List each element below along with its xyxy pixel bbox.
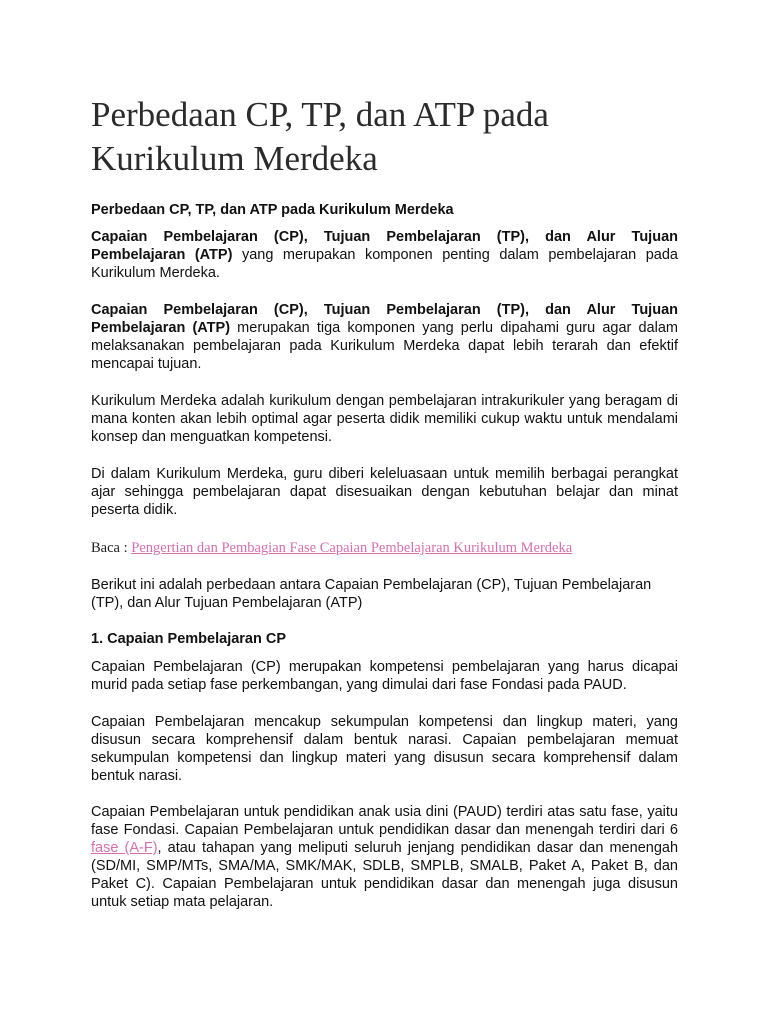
paragraph-1-bold: Capaian Pembelajaran (CP), Tujuan Pembelajaran (TP), dan Alur Tujuan Pembelajaran (ATP) bbox=[91, 229, 678, 263]
paragraph-2-bold: Capaian Pembelajaran (CP), Tujuan Pembelajaran (TP), dan Alur Tujuan Pembelajaran (ATP) bbox=[91, 302, 678, 336]
paragraph-5: Berikut ini adalah perbedaan antara Capaian Pembelajaran (CP), Tujuan Pembelajaran (TP), dan Alur Tujuan Pembelajaran (ATP) bbox=[91, 577, 652, 611]
paragraph-3: Kurikulum Merdeka adalah kurikulum dengan pembelajaran intrakurikuler yang beragam di mana konten akan lebih optimal agar peserta didik memiliki cukup waktu untuk mendalami konsep dan menguatkan kompetensi. bbox=[91, 393, 678, 445]
document-title: Perbedaan CP, TP, dan ATP pada Kurikulum Merdeka bbox=[91, 95, 549, 178]
paragraph-8-text-before: Capaian Pembelajaran untuk pendidikan anak usia dini (PAUD) terdiri atas satu fase, yaitu fase Fondasi. Capaian Pembelajaran untuk pendidikan dasar dan menengah terdiri dari 6 bbox=[91, 804, 678, 838]
paragraph-8 bbox=[91, 803, 678, 911]
baca-line bbox=[91, 539, 678, 557]
paragraph-7: Capaian Pembelajaran mencakup sekumpulan kompetensi dan lingkup materi, yang disusun secara komprehensif dalam bentuk narasi. Capaian pembelajaran memuat sekumpulan kompetensi dan lingkup materi yang disusun secara komprehensif dalam bentuk narasi. bbox=[91, 714, 678, 784]
paragraph-1-text: yang merupakan komponen penting dalam pembelajaran pada Kurikulum Merdeka. bbox=[91, 247, 678, 281]
paragraph-6: Capaian Pembelajaran (CP) merupakan kompetensi pembelajaran yang harus dicapai murid pada setiap fase perkembangan, yang dimulai dari fase Fondasi pada PAUD. bbox=[91, 659, 678, 693]
paragraph-4: Di dalam Kurikulum Merdeka, guru diberi keleluasaan untuk memilih berbagai perangkat ajar sehingga pembelajaran dapat disesuaikan dengan kebutuhan belajar dan minat peserta didik. bbox=[91, 466, 678, 518]
paragraph-8-text-after: , atau tahapan yang meliputi seluruh jenjang pendidikan dasar dan menengah (SD/MI, SMP/MTs, SMA/MA, SMK/MAK, SDLB, SMPLB, SMALB, Paket A, Paket B, dan Paket C). Capaian Pembelajaran untuk pendidikan dasar dan menengah juga disusun untuk setiap mata pelajaran. bbox=[91, 840, 679, 910]
paragraph-1 bbox=[91, 228, 678, 282]
paragraph-2 bbox=[91, 301, 678, 373]
baca-prefix: Baca : bbox=[91, 540, 132, 556]
fase-link[interactable]: fase (A-F) bbox=[91, 840, 158, 856]
article-subheading: Perbedaan CP, TP, dan ATP pada Kurikulum Merdeka bbox=[91, 202, 454, 218]
baca-link[interactable]: Pengertian dan Pembagian Fase Capaian Pembelajaran Kurikulum Merdeka bbox=[131, 540, 573, 556]
section-1-heading: 1. Capaian Pembelajaran CP bbox=[91, 631, 287, 647]
paragraph-2-text: merupakan tiga komponen yang perlu dipahami guru agar dalam melaksanakan pembelajaran pada Kurikulum Merdeka dapat lebih terarah dan efektif mencapai tujuan. bbox=[91, 320, 678, 372]
